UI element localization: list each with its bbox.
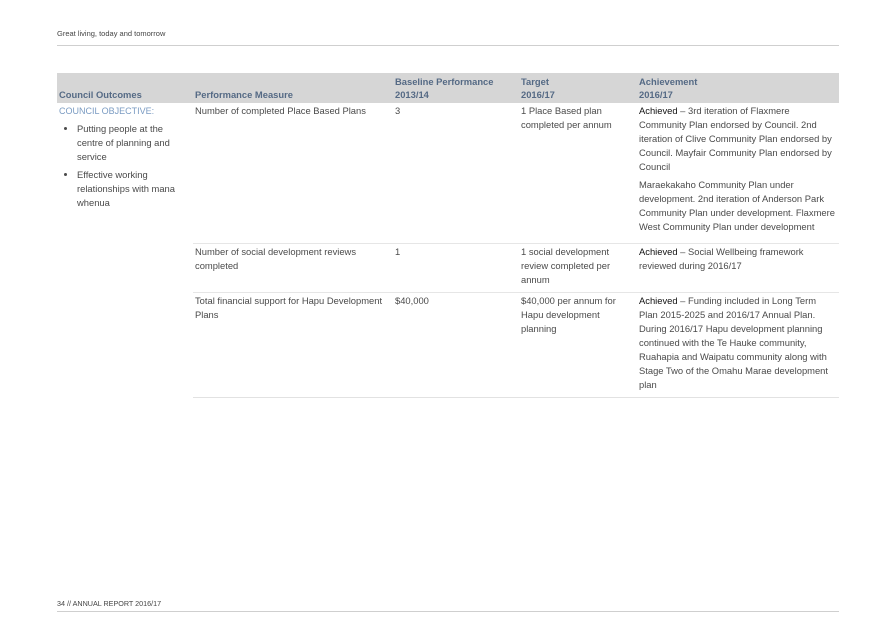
footer-divider <box>57 611 839 612</box>
table-row <box>57 103 839 244</box>
header-council-outcomes: Council Outcomes <box>57 73 193 103</box>
baseline-cell: $40,000 <box>393 293 519 398</box>
target-cell: 1 social development review completed per annum <box>519 244 637 293</box>
header-achievement: Achievement 2016/17 <box>637 73 839 103</box>
achieved-label: Achieved <box>639 105 678 116</box>
achievement-cell <box>637 293 839 398</box>
achievement-cell <box>637 244 839 293</box>
council-objective-label: COUNCIL OBJECTIVE: <box>59 106 155 116</box>
performance-table <box>57 73 839 398</box>
achievement-text: – 3rd iteration of Flaxmere Community Plan endorsed by Council. 2nd iteration of Clive Community Plan endorsed by Council. Mayfair Community Plan endorsed by Council <box>639 105 832 172</box>
baseline-cell: 1 <box>393 244 519 293</box>
measure-cell: Total financial support for Hapu Development Plans <box>193 293 393 398</box>
achievement-extra-text: Maraekakaho Community Plan under development. 2nd iteration of Anderson Park Community Plan under development. Flaxmere West Community Plan under development <box>639 179 835 232</box>
achievement-text: – Funding included in Long Term Plan 2015-2025 and 2016/17 Annual Plan. During 2016/17 Hapu development planning continued with the Te Hauke community, Ruahapia and Waipatu community along with Stage Two of the Omahu Marae development plan <box>639 295 829 390</box>
header-target: Target 2016/17 <box>519 73 637 103</box>
baseline-cell: 3 <box>395 105 401 116</box>
running-header: Great living, today and tomorrow <box>57 29 166 38</box>
measure-cell: Number of social development reviews completed <box>193 244 393 293</box>
list-item: • Putting people at the centre of planning and service <box>77 122 191 164</box>
achievement-text: – Social Wellbeing framework reviewed during 2016/17 <box>639 246 804 271</box>
measure-cell: Number of completed Place Based Plans <box>195 105 366 116</box>
table-header-row <box>57 73 839 103</box>
page-footer: 34 // ANNUAL REPORT 2016/17 <box>57 599 162 608</box>
achieved-label: Achieved <box>639 295 678 306</box>
header-divider <box>57 45 839 46</box>
achievement-cell <box>637 103 839 244</box>
header-performance-measure: Performance Measure <box>193 73 393 103</box>
outcomes-list <box>59 122 191 210</box>
council-outcomes-cell <box>57 103 193 398</box>
achieved-label: Achieved <box>639 246 678 257</box>
target-cell: $40,000 per annum for Hapu development planning <box>519 293 637 398</box>
list-item: • Effective working relationships with mana whenua <box>77 168 191 210</box>
header-baseline: Baseline Performance 2013/14 <box>393 73 519 103</box>
target-cell: 1 Place Based plan completed per annum <box>521 105 612 130</box>
